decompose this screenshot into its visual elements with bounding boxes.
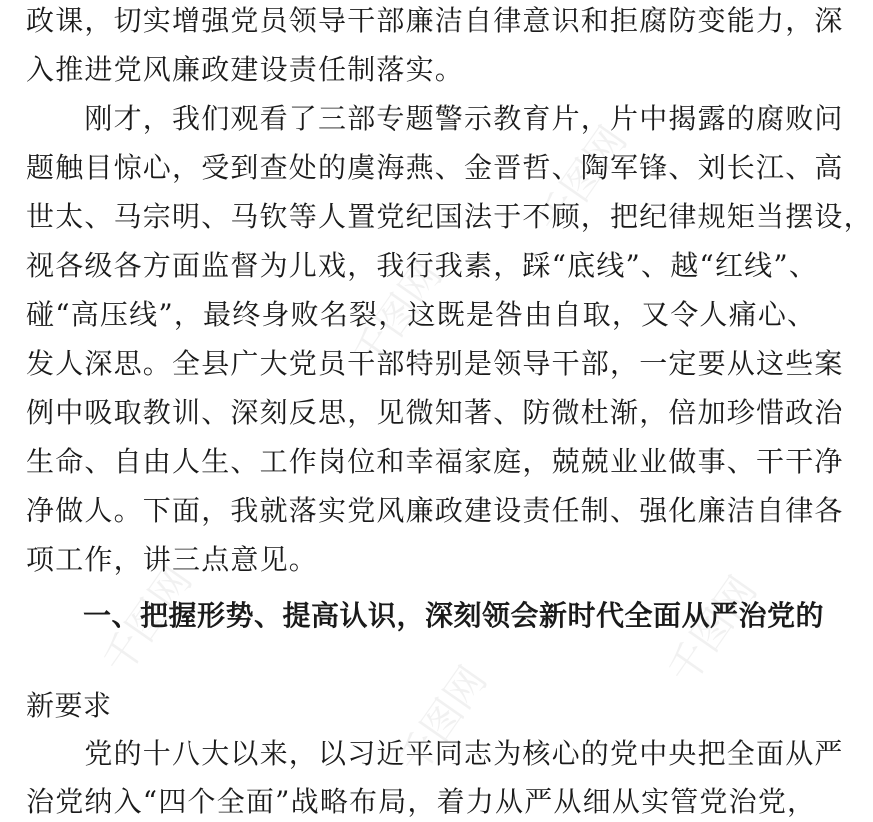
paragraph-line: 党的十八大以来，以习近平同志为核心的党中央把全面从严 (26, 737, 844, 770)
paragraph-line: 入推进党风廉政建设责任制落实。 (26, 53, 465, 86)
paragraph-line: 发人深思。全县广大党员干部特别是领导干部，一定要从这些案 (26, 347, 844, 380)
paragraph-line: 政课，切实增强党员领导干部廉洁自律意识和拒腐防变能力，深 (26, 4, 844, 37)
paragraph-line: 净做人。下面，我就落实党风廉政建设责任制、强化廉洁自律各 (26, 494, 844, 527)
watermark-text: 千图网 (659, 568, 767, 693)
paragraph-line: 刚才，我们观看了三部专题警示教育片，片中揭露的腐败问 (26, 102, 844, 135)
watermark-text: 千图网 (529, 118, 637, 243)
watermark-text: 千图网 (94, 558, 202, 683)
paragraph-line: 治党纳入“四个全面”战略布局，着力从严从细从实管党治党， (26, 785, 817, 818)
watermark-text: 千图网 (389, 658, 497, 783)
paragraph-line: 视各级各方面监督为儿戏，我行我素，踩“底线”、越“红线”、 (26, 249, 819, 282)
paragraph-line: 碰“高压线”，最终身败名裂，这既是咎由自取，又令人痛心、 (26, 298, 817, 331)
watermark-text: 千图网 (344, 253, 452, 378)
paragraph-line: 项工作，讲三点意见。 (26, 543, 319, 576)
section-heading: 一、把握形势、提高认识，深刻领会新时代全面从严治党的 (26, 599, 825, 632)
paragraph-line: 世太、马宗明、马钦等人置党纪国法于不顾，把纪律规矩当摆设， (26, 200, 873, 233)
paragraph-line: 题触目惊心，受到查处的虞海燕、金晋哲、陶军锋、刘长江、高 (26, 151, 844, 184)
paragraph-line: 生命、自由人生、工作岗位和幸福家庭，兢兢业业做事、干干净 (26, 445, 844, 478)
section-heading-continuation: 新要求 (26, 689, 112, 722)
paragraph-line: 例中吸取教训、深刻反思，见微知著、防微杜渐，倍加珍惜政治 (26, 396, 844, 429)
